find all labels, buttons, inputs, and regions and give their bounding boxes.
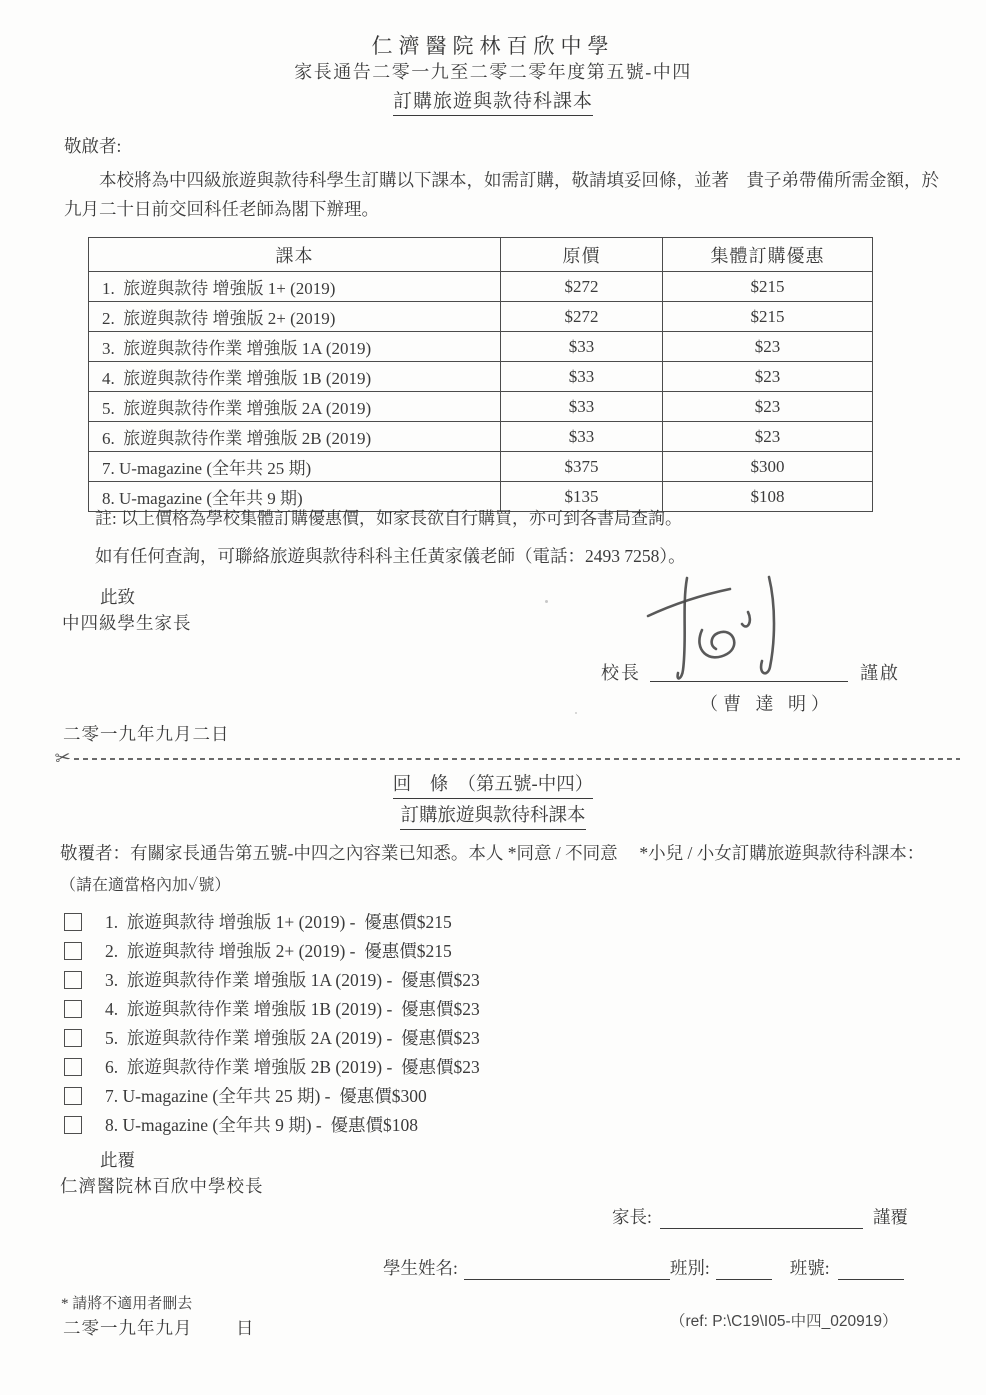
principal-name: （曹 達 明）: [700, 694, 834, 714]
class-number-blank: [838, 1258, 904, 1280]
notice-title: 家長通告二零一九至二零二零年度第五號-中四: [294, 62, 692, 82]
order-checkbox-7[interactable]: [64, 1087, 82, 1105]
cell-price: $272: [501, 272, 663, 302]
table-row: [89, 272, 873, 302]
table-row: [89, 422, 873, 452]
reply-closing-salute: 此覆: [100, 1150, 135, 1170]
reply-slip-subtitle-wrap: [0, 801, 986, 830]
cell-discount: $23: [663, 392, 873, 422]
student-name-blank: [464, 1258, 670, 1280]
order-item-row: [64, 994, 684, 1023]
reply-paragraph: [60, 838, 952, 901]
col-header-price: 原價: [501, 238, 663, 272]
price-table: [88, 237, 873, 512]
closing-addressee: 中四級學生家長: [62, 613, 192, 633]
order-item-list: [64, 907, 684, 1139]
principal-sign-off: 謹啟: [860, 663, 900, 683]
class-blank: [716, 1258, 772, 1280]
order-item-row: [64, 907, 684, 936]
class-number-label: 班號:: [789, 1258, 830, 1278]
order-checkbox-6[interactable]: [64, 1058, 82, 1076]
table-header-row: [89, 238, 873, 272]
reply-date-suffix: 日: [236, 1318, 254, 1338]
tick-instruction: （請在適當格內加✓號）: [60, 877, 231, 894]
scissors-icon: ✂: [53, 746, 73, 771]
order-item-row: [64, 1052, 684, 1081]
cell-price: $33: [501, 392, 663, 422]
cell-price: $33: [501, 362, 663, 392]
order-checkbox-4[interactable]: [64, 1000, 82, 1018]
cell-item: 5. 旅遊與款待作業 增強版 2A (2019): [89, 392, 501, 422]
cell-item: 8. U-magazine (全年共 9 期): [89, 482, 501, 512]
cell-discount: $108: [663, 482, 873, 512]
subject-title-wrap: [0, 86, 986, 116]
reply-date-prefix: 二零一九年九月: [63, 1318, 193, 1338]
order-item-row: [64, 1081, 684, 1110]
col-header-discount: 集體訂購優惠: [663, 238, 873, 272]
parent-signature-blank: [660, 1207, 863, 1229]
scan-speck: [575, 712, 577, 714]
table-row: [89, 392, 873, 422]
cell-price: $135: [501, 482, 663, 512]
order-item-label: 8. U-magazine (全年共 9 期) - 優惠價$108: [105, 1115, 418, 1135]
order-checkbox-8[interactable]: [64, 1116, 82, 1134]
school-name: 仁濟醫院林百欣中學: [371, 34, 615, 58]
file-reference: （ref: P:\C19\I05-中四_020919）: [670, 1313, 898, 1330]
order-item-label: 4. 旅遊與款待作業 增強版 1B (2019) - 優惠價$23: [105, 999, 480, 1019]
cell-price: $33: [501, 332, 663, 362]
order-item-row: [64, 1023, 684, 1052]
asterisk-footnote: * 請將不適用者刪去: [61, 1296, 193, 1312]
subject-title: 訂購旅遊與款待科課本: [393, 86, 593, 116]
order-item-label: 6. 旅遊與款待作業 增強版 2B (2019) - 優惠價$23: [105, 1057, 480, 1077]
class-label: 班別:: [669, 1258, 710, 1278]
reply-slip-title: 回 條 （第五號-中四）: [393, 770, 593, 799]
parent-signature-row: [612, 1204, 908, 1229]
order-item-row: [64, 936, 684, 965]
cell-item: 6. 旅遊與款待作業 增強版 2B (2019): [89, 422, 501, 452]
principal-label: 校長: [601, 663, 641, 683]
order-item-row: [64, 965, 684, 994]
cell-item: 2. 旅遊與款待 增強版 2+ (2019): [89, 302, 501, 332]
cell-price: $33: [501, 422, 663, 452]
table-row: [89, 332, 873, 362]
salutation: 敬啟者:: [64, 136, 122, 156]
reply-paragraph-text: 敬覆者：有關家長通告第五號-中四之內容業已知悉。本人 *同意 / 不同意 *小兒 / 小女訂購旅遊與款待科課本：: [60, 843, 934, 863]
order-item-row: [64, 1110, 684, 1139]
col-header-item: 課本: [89, 238, 501, 272]
cell-price: $272: [501, 302, 663, 332]
scan-speck: [545, 600, 548, 603]
table-row: [89, 452, 873, 482]
cell-discount: $23: [663, 362, 873, 392]
order-item-label: 2. 旅遊與款待 增強版 2+ (2019) - 優惠價$215: [105, 941, 452, 961]
cell-price: $375: [501, 452, 663, 482]
table-row: [89, 362, 873, 392]
cell-discount: $215: [663, 302, 873, 332]
parent-label: 家長:: [612, 1207, 652, 1227]
student-info-row: [383, 1255, 904, 1280]
table-row: [89, 302, 873, 332]
cell-item: 3. 旅遊與款待作業 增強版 1A (2019): [89, 332, 501, 362]
order-checkbox-5[interactable]: [64, 1029, 82, 1047]
order-item-label: 5. 旅遊與款待作業 增強版 2A (2019) - 優惠價$23: [105, 1028, 480, 1048]
principal-signature: [632, 572, 812, 692]
student-name-label: 學生姓名:: [383, 1258, 458, 1278]
order-item-label: 1. 旅遊與款待 增強版 1+ (2019) - 優惠價$215: [105, 912, 452, 932]
contact-note: 如有任何查詢，可聯絡旅遊與款待科科主任黃家儀老師（電話：2493 7258）。: [95, 546, 686, 566]
closing-salute: 此致: [100, 587, 135, 607]
cell-discount: $215: [663, 272, 873, 302]
order-checkbox-2[interactable]: [64, 942, 82, 960]
parent-sign-off: 謹覆: [872, 1207, 908, 1227]
cell-item: 1. 旅遊與款待 增強版 1+ (2019): [89, 272, 501, 302]
signature-line: [650, 681, 848, 682]
reply-addressee: 仁濟醫院林百欣中學校長: [60, 1176, 264, 1196]
cell-item: 4. 旅遊與款待作業 增強版 1B (2019): [89, 362, 501, 392]
order-checkbox-3[interactable]: [64, 971, 82, 989]
letter-date: 二零一九年九月二日: [63, 724, 230, 744]
cell-item: 7. U-magazine (全年共 25 期): [89, 452, 501, 482]
cell-discount: $23: [663, 332, 873, 362]
cell-discount: $23: [663, 422, 873, 452]
reply-slip-title-wrap: [0, 770, 986, 799]
cut-line: [53, 746, 960, 771]
body-paragraph: 本校將為中四級旅遊與款待科學生訂購以下課本，如需訂購，敬請填妥回條，並著 貴子弟帶備所需金額，於九月二十日前交回科任老師為閣下辦理。: [64, 170, 939, 219]
reply-slip-subtitle: 訂購旅遊與款待科課本: [400, 801, 585, 830]
order-item-label: 7. U-magazine (全年共 25 期) - 優惠價$300: [105, 1086, 427, 1106]
cell-discount: $300: [663, 452, 873, 482]
order-checkbox-1[interactable]: [64, 913, 82, 931]
price-note: 註: 以上價格為學校集體訂購優惠價，如家長欲自行購買，亦可到各書局查詢。: [95, 509, 682, 528]
order-item-label: 3. 旅遊與款待作業 增強版 1A (2019) - 優惠價$23: [105, 970, 480, 990]
dashed-line: [74, 758, 960, 760]
